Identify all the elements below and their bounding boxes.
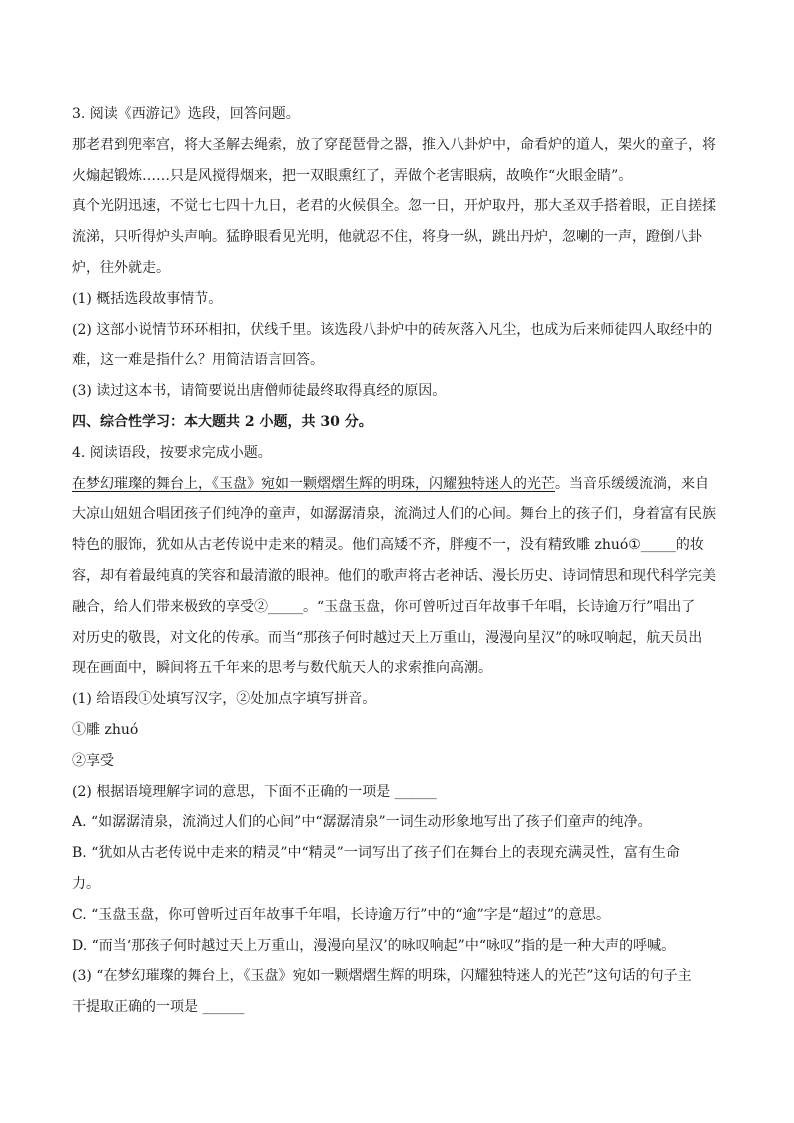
- option-c: C. “玉盘玉盘，你可曾听过百年故事千年唱，长诗逾万行”中的“逾”字是“超过”的意思。: [72, 907, 611, 923]
- underlined-sentence: 在梦幻璀璨的舞台上，《玉盘》宛如一颗熠熠生辉的明珠，闪耀独特迷人的光芒: [72, 476, 555, 492]
- blank-1-label: ①雕 zhuó: [72, 722, 139, 738]
- passage-line: 火煽起锻炼……只是风搅得烟来，把一双眼熏红了，弄做个老害眼病，故唤作“火眼金睛”。: [72, 168, 633, 184]
- passage-line: 融合，给人们带来极致的享受②_____。“玉盘玉盘，你可曾听过百年故事千年唱，长诗逾万行”唱出了: [72, 599, 696, 615]
- passage-line: 现在画面中，瞬间将五千年来的思考与数代航天人的求索推向高潮。: [72, 660, 492, 676]
- sub-question-3: (3) 读过这本书，请简要说出唐僧师徒最终取得真经的原因。: [72, 383, 447, 399]
- section-4-heading: 四、综合性学习：本大题共 2 小题，共 30 分。: [72, 414, 373, 430]
- option-b-cont: 力。: [72, 876, 100, 892]
- passage-line: [72, 474, 722, 494]
- passage-line: 炉，往外就走。: [72, 260, 170, 276]
- question-4-title: 4. 阅读语段，按要求完成小题。: [72, 445, 272, 461]
- passage-line: 容，却有着最纯真的笑容和最清澈的眼神。他们的歌声将古老神话、漫长历史、诗词情思和现代科学完美: [72, 568, 716, 584]
- sub-question-1: (1) 概括选段故事情节。: [72, 291, 223, 307]
- passage-line: 特色的服饰，犹如从古老传说中走来的精灵。他们高矮不齐，胖瘦不一，没有精致雕 zhuó①_____的妆: [72, 537, 704, 553]
- sub-question-2-cont: 难，这一难是指什么？用简洁语言回答。: [72, 352, 324, 368]
- passage-line: 那老君到兜率宫，将大圣解去绳索，放了穿琵琶骨之器，推入八卦炉中，命看炉的道人，架火的童子，将: [72, 137, 716, 153]
- passage-line: 流涕，只听得炉头声响。猛睁眼看见光明，他就忍不住，将身一纵，跳出丹炉，忽喇的一声，蹬倒八卦: [72, 229, 702, 245]
- sub-question-2: (2) 根据语境理解字词的意思，下面不正确的一项是 ______: [72, 784, 437, 800]
- passage-line: 对历史的敬畏，对文化的传承。而当“那孩子何时越过天上万重山，漫漫向星汉”的咏叹响起，航天员出: [72, 630, 703, 646]
- question-3-title: 3. 阅读《西游记》选段，回答问题。: [72, 106, 300, 122]
- blank-2-label: ②享受: [72, 753, 114, 769]
- passage-line: 大凉山妞妞合唱团孩子们纯净的童声，如潺潺清泉，流淌过人们的心间。舞台上的孩子们，身着富有民族: [72, 506, 716, 522]
- passage-line: 真个光阴迅速，不觉七七四十九日，老君的火候俱全。忽一日，开炉取丹，那大圣双手搭着眼，正自搓揉: [72, 198, 716, 214]
- option-d: D. “而当‘那孩子何时越过天上万重山，漫漫向星汉’的咏叹响起”中“咏叹”指的是一种大声的呼喊。: [72, 938, 676, 954]
- sub-question-2: (2) 这部小说情节环环相扣，伏线千里。该选段八卦炉中的砖灰落入凡尘，也成为后来师徒四人取经中的: [72, 322, 713, 338]
- passage-text: 。当音乐缓缓流淌，来自: [555, 476, 709, 492]
- option-a: A. “如潺潺清泉，流淌过人们的心间”中“潺潺清泉”一词生动形象地写出了孩子们童声的纯净。: [72, 814, 652, 830]
- sub-question-1: (1) 给语段①处填写汉字，②处加点字填写拼音。: [72, 691, 377, 707]
- sub-question-3: (3) “在梦幻璀璨的舞台上，《玉盘》宛如一颗熠熠生辉的明珠，闪耀独特迷人的光芒”这句话的句子主: [72, 968, 692, 984]
- option-b: B. “犹如从古老传说中走来的精灵”中“精灵”一词写出了孩子们在舞台上的表现充满灵性，富有生命: [72, 845, 680, 861]
- sub-question-3-cont: 干提取正确的一项是 ______: [72, 999, 245, 1015]
